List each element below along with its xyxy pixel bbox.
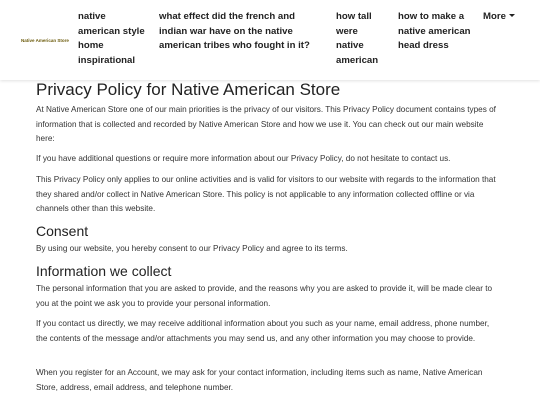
- intro-paragraph: At Native American Store one of our main priorities is the privacy of our visitors. This Privacy Policy document contains types of information that is collected and recorded by Native American Store and how we use it. You can check out our main website here:: [36, 105, 496, 144]
- scope-paragraph: This Privacy Policy only applies to our online activities and is valid for visitors to our website with regards to the information that they shared and/or collect in Native American Store. This policy is not applicable to any information collected offline or via channels other than this website.: [36, 175, 496, 214]
- consent-paragraph: By using our website, you hereby consent to our Privacy Policy and agree to its terms.: [36, 244, 348, 253]
- caret-down-icon: [509, 14, 515, 17]
- nav-item-how-tall[interactable]: how tall were native american: [336, 11, 379, 66]
- nav-more-menu[interactable]: [483, 10, 515, 25]
- nav-more-label: More: [483, 11, 506, 22]
- nav-item-head-dress[interactable]: how to make a native american head dress: [398, 11, 471, 51]
- collect-paragraph: The personal information that you are asked to provide, and the reasons why you are asked to provide it, will be made clear to you at the point we ask you to provide your personal information.: [36, 284, 493, 308]
- site-header: [0, 0, 540, 80]
- page-title: Privacy Policy for Native American Store: [36, 80, 341, 99]
- nav-item-native-american-style[interactable]: native american style home inspirational: [78, 11, 145, 66]
- collect-heading: Information we collect: [36, 263, 172, 279]
- site-logo[interactable]: Native American Store: [21, 38, 69, 43]
- contact-info-paragraph: If you contact us directly, we may receive additional information about you such as your name, email address, phone number, the contents of the message and/or attachments you may send us, and any other information you may choose to provide.: [36, 319, 490, 343]
- contact-paragraph: If you have additional questions or require more information about our Privacy Policy, do not hesitate to contact us.: [36, 154, 451, 163]
- consent-heading: Consent: [36, 223, 89, 239]
- account-paragraph: When you register for an Account, we may ask for your contact information, including items such as name, Native American Store, address, email address, and telephone number.: [36, 368, 483, 392]
- nav-item-french-indian-war[interactable]: what effect did the french and indian war have on the native american tribes who fought in it?: [159, 11, 310, 51]
